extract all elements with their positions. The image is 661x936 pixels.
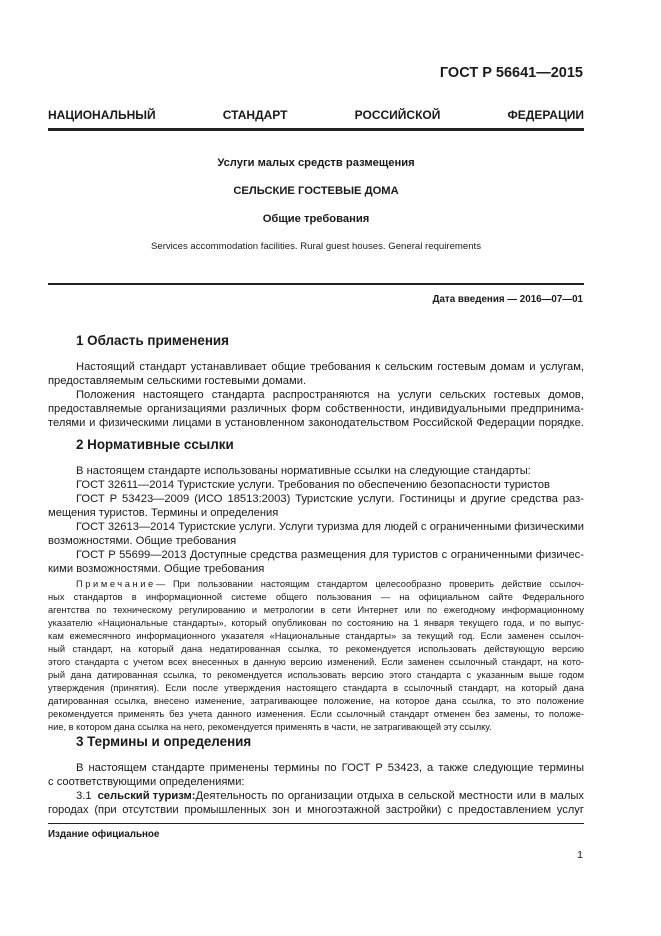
note-label: Примечание [76, 579, 156, 589]
section-1-line: предоставляемым сельскими гостевыми домами. [48, 375, 307, 387]
reference-line: возможностями. Общие требования [48, 535, 237, 547]
title-line-2: СЕЛЬСКИЕ ГОСТЕВЫЕ ДОМА [233, 185, 399, 197]
note-line: указателю «Национальные стандарты», который опубликован по состоянию на 1 января текущего года, и по выпус- [48, 618, 584, 628]
note-line: ных стандартов в информационной системе общего пользования — на официальном сайте Федерального [48, 592, 584, 602]
reference-line: ГОСТ 32613—2014 Туристские услуги. Услуги туризма для людей с ограниченными физическими [76, 521, 584, 533]
section-3-heading: 3 Термины и определения [76, 734, 252, 749]
term-name: сельский туризм: [97, 790, 196, 802]
reference-line: ГОСТ Р 53423—2009 (ИСО 18513:2003) Туристские услуги. Гостиницы и другие средства раз- [76, 493, 584, 505]
reference-line: ГОСТ 32611—2014 Туристские услуги. Требования по обеспечению безопасности туристов [76, 479, 550, 491]
section-1-line: предоставляемые организациями различных форм собственности, индивидуальными предпринима- [48, 403, 584, 415]
title-rule [48, 283, 584, 285]
note-line: ние, в котором дана ссылка на него, рекомендуется применять в части, не затрагивающей эту ссылку. [48, 722, 492, 732]
section-1-heading: 1 Область применения [76, 333, 229, 348]
note-line: датированная ссылка, внесено изменение, затрагивающее положение, на которое дана ссылка, то это положение [48, 696, 584, 706]
note-line: ный стандарт, на который дана недатированная ссылка, то рекомендуется использовать действующую версию [48, 644, 584, 654]
title-line-1: Услуги малых средств размещения [217, 157, 415, 169]
section-1-line: телями и физическими лицами в установленном законодательством Российской Федерации порядке. [48, 417, 584, 429]
note-line: этого стандарта с учетом всех внесенных в данную версию изменений. Если заменен ссылочный стандарт, на кото- [48, 657, 584, 667]
section-3-line: В настоящем стандарте применены термины по ГОСТ Р 53423, а также следующие термины [76, 762, 584, 774]
term-definition-line: городах (при отсутствии промышленных зон и многоэтажной застройки) с предоставлением услуг [48, 804, 584, 816]
section-3-line: с соответствующими определениями: [48, 776, 245, 788]
note-line: агентства по техническому регулированию и метрологии в сети Интернет или по ежегодному информационному [48, 605, 584, 615]
section-2-heading: 2 Нормативные ссылки [76, 437, 234, 452]
section-1-line: Настоящий стандарт устанавливает общие требования к сельским гостевым домам и услугам, [76, 361, 584, 373]
document-code: ГОСТ Р 56641—2015 [439, 65, 583, 81]
reference-line: В настоящем стандарте использованы нормативные ссылки на следующие стандарты: [76, 465, 531, 477]
term-3-1 [76, 789, 584, 803]
term-number: 3.1 [76, 790, 92, 802]
section-1-line: Положения настоящего стандарта распространяются на услуги сельских гостевых домов, [76, 389, 584, 401]
official-edition: Издание официальное [48, 829, 160, 840]
reference-line: мещения туристов. Термины и определения [48, 507, 279, 519]
page-number: 1 [577, 849, 583, 861]
note-first-line [76, 578, 584, 591]
national-standard-banner: НАЦИОНАЛЬНЫЙ СТАНДАРТ РОССИЙСКОЙ ФЕДЕРАЦИИ [48, 108, 584, 122]
note-line: рый дана датированная ссылка, то рекомендуется использовать версию этого стандарта с указанным выше годом [48, 670, 584, 680]
title-line-3: Общие требования [262, 213, 370, 225]
introduction-date: Дата введения — 2016—07—01 [432, 294, 583, 305]
term-definition: Деятельность по организации отдыха в сельской местности или в малых [195, 790, 584, 802]
title-english: Services accommodation facilities. Rural guest houses. General requirements [150, 241, 482, 252]
note-line: кам ежемесячного информационного указателя «Национальные стандарты» за текущий год. Если заменен ссылоч- [48, 631, 584, 641]
reference-line: кими возможностями. Общие требования [48, 563, 265, 575]
footer-rule [48, 823, 584, 824]
reference-line: ГОСТ Р 55699—2013 Доступные средства размещения для туристов с ограниченными физичес- [76, 549, 584, 561]
note-line: рекомендуется применять без учета данного изменения. Если ссылочный стандарт отменен без замены, то положе- [48, 709, 584, 719]
header-rule [48, 128, 584, 131]
note-line: — При пользовании настоящим стандартом целесообразно проверить действие ссылоч- [155, 579, 584, 589]
note-line: утверждения (принятия). Если после утверждения настоящего стандарта в ссылочный стандарт, на который дана [48, 683, 584, 693]
